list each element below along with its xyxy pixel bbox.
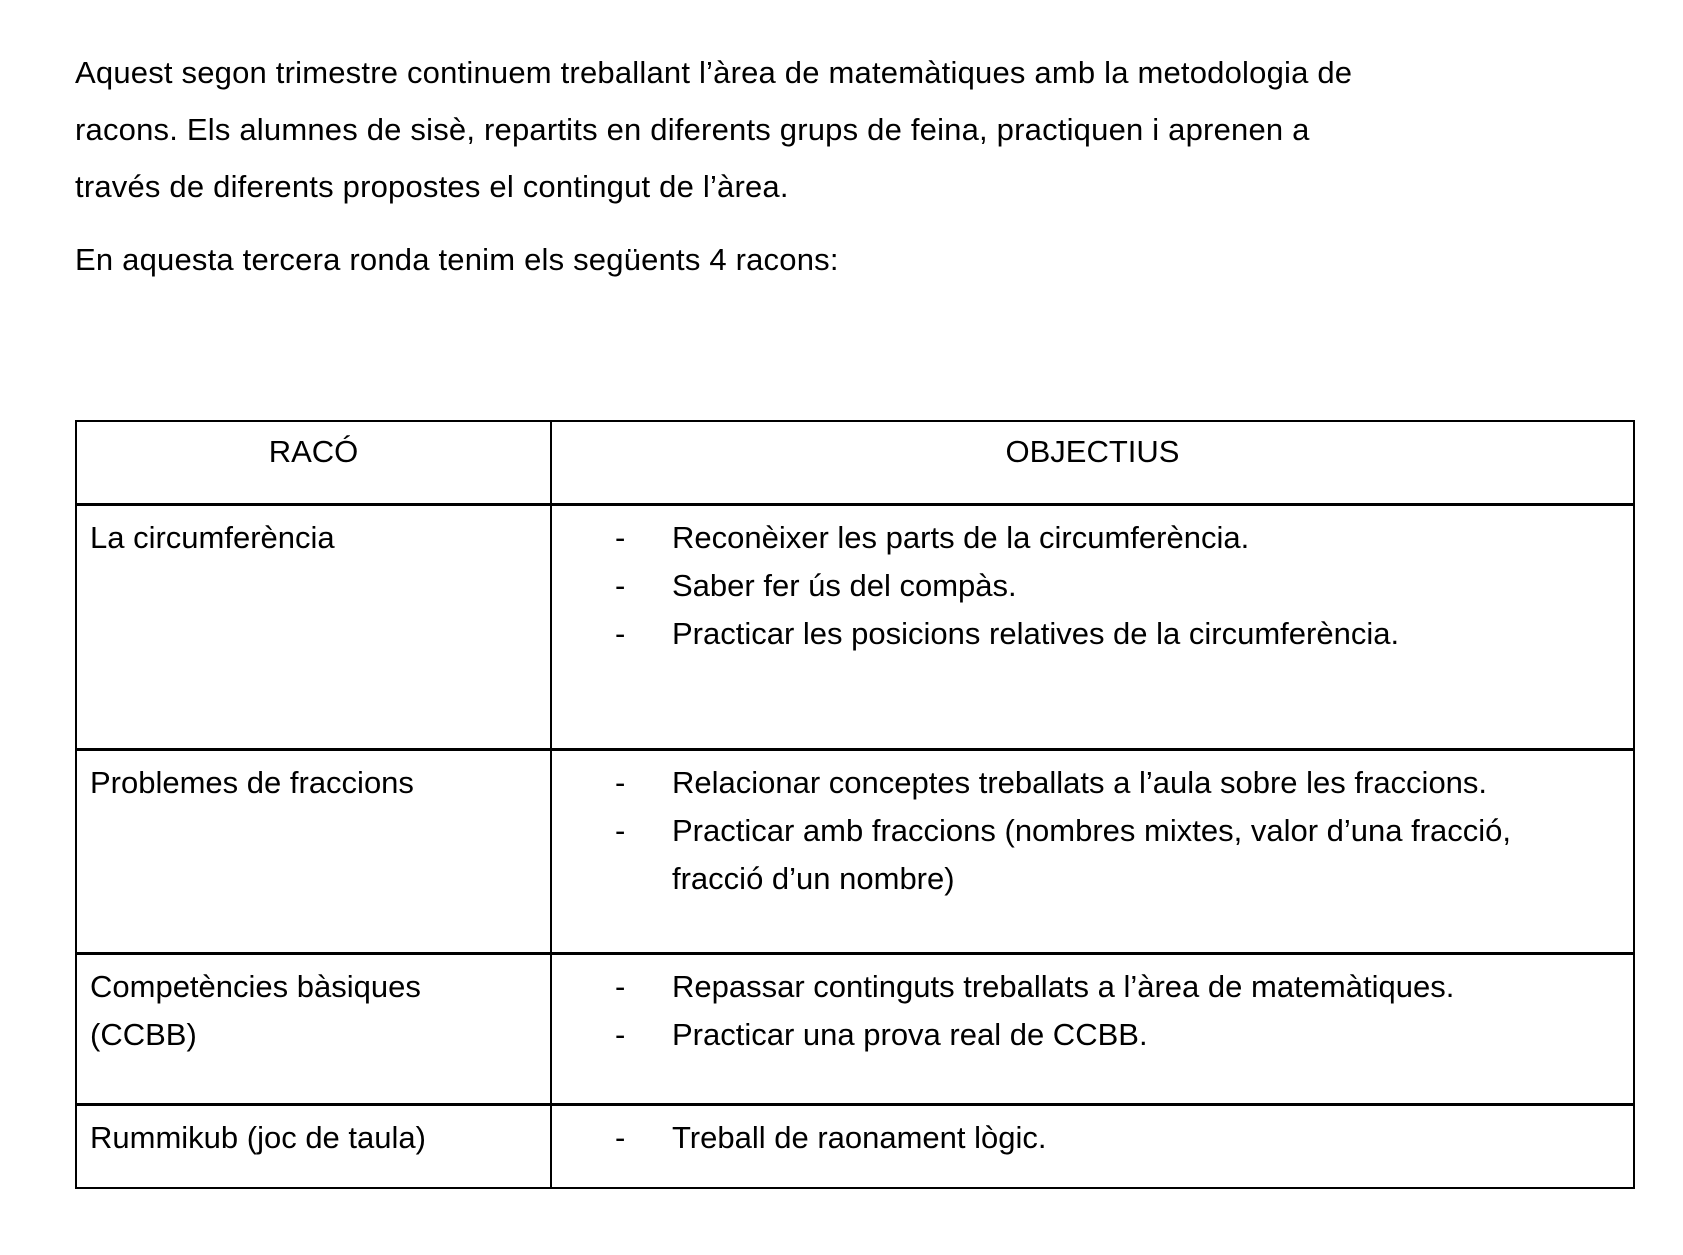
table-row [76,1104,1634,1188]
table-row [76,749,1634,953]
objectius-list [552,759,1543,903]
raco-cell: La circumferència [76,504,551,749]
raco-cell: Rummikub (joc de taula) [76,1104,551,1188]
objectius-column-header: OBJECTIUS [551,421,1634,504]
table-row [76,504,1634,749]
objectiu-item: - Repassar continguts treballats a l’àrea de matemàtiques. [552,963,1543,1011]
objectiu-item: - Treball de raonament lògic. [552,1114,1543,1162]
header-row [76,421,1634,504]
round-paragraph: En aquesta tercera ronda tenim els següents 4 racons: [75,242,839,277]
objectius-list [552,514,1543,658]
objectius-cell [551,504,1634,749]
objectius-cell [551,953,1634,1104]
objectiu-item: - Practicar amb fraccions (nombres mixtes, valor d’una fracció, fracció d’un nombre) [552,807,1543,903]
objectius-list [552,1114,1543,1162]
objectius-cell [551,1104,1634,1188]
racons-table-head [76,421,1634,504]
raco-cell: Problemes de fraccions [76,749,551,953]
objectiu-item: - Practicar les posicions relatives de la circumferència. [552,610,1543,658]
objectiu-item: - Reconèixer les parts de la circumferència. [552,514,1543,562]
table-row [76,953,1634,1104]
objectius-cell [551,749,1634,953]
objectius-list [552,963,1543,1059]
objectiu-item: - Relacionar conceptes treballats a l’aula sobre les fraccions. [552,759,1543,807]
raco-cell: Competències bàsiques (CCBB) [76,953,551,1104]
raco-column-header: RACÓ [76,421,551,504]
racons-table-body [76,504,1634,1188]
intro-paragraph: Aquest segon trimestre continuem treballant l’àrea de matemàtiques amb la metodologia de racons. Els alumnes de sisè, repartits en diferents grups de feina, practiquen i aprenen a través de diferents propostes el contingut de l’àrea. [75,55,1353,204]
objectiu-item: - Practicar una prova real de CCBB. [552,1011,1543,1059]
racons-table [75,420,1635,1189]
objectiu-item: - Saber fer ús del compàs. [552,562,1543,610]
